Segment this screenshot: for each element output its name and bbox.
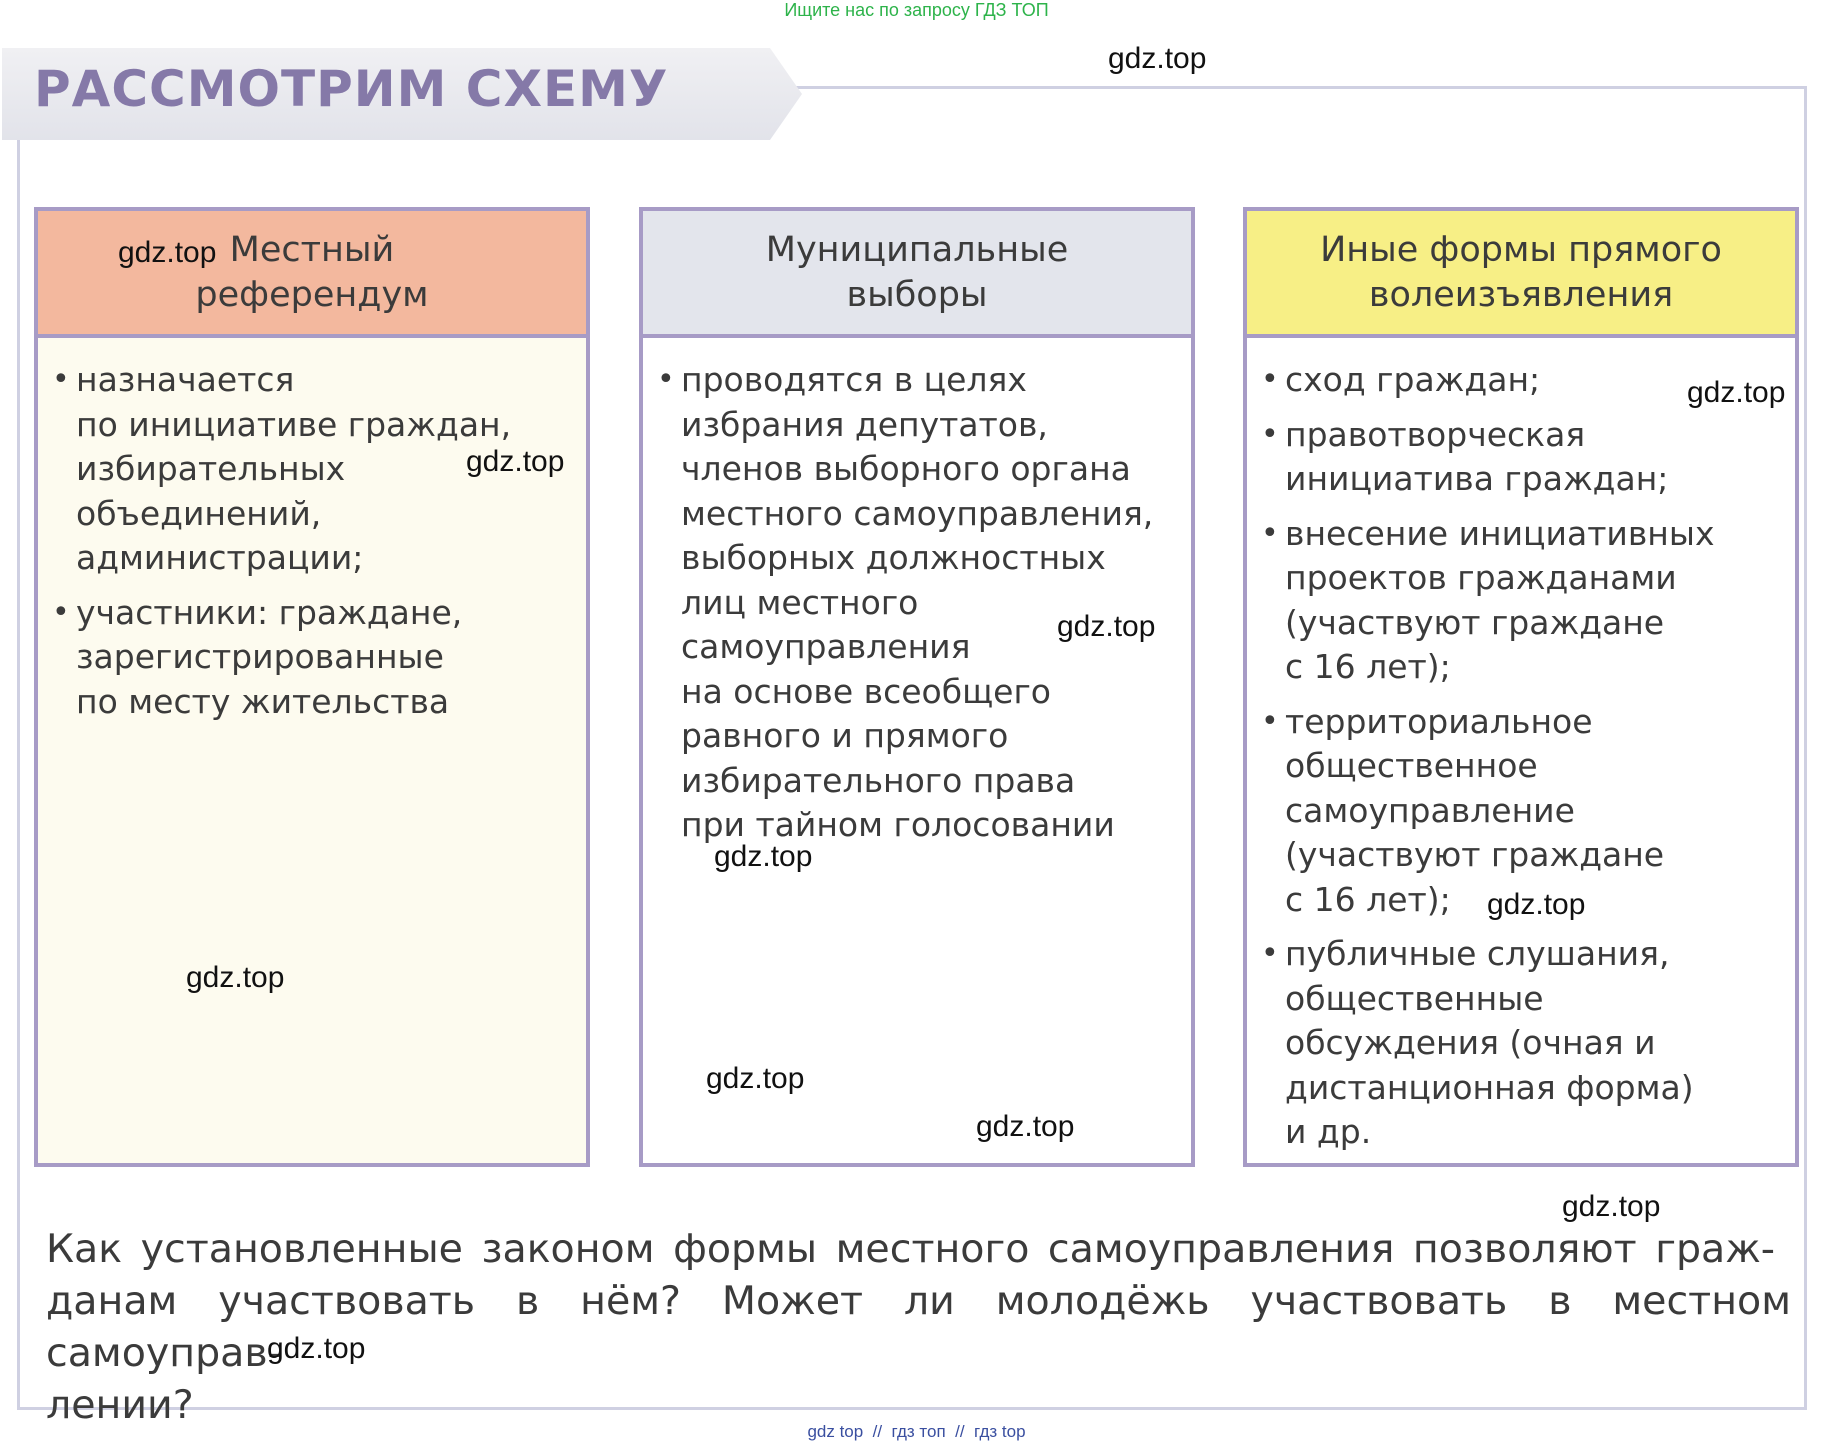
- column-header: [643, 211, 1191, 338]
- list-item: • сход граждан;: [1261, 358, 1781, 403]
- column-items: [643, 338, 1191, 848]
- column-header: [1247, 211, 1795, 338]
- column-other-forms: [1243, 207, 1799, 1167]
- bullet-icon: •: [1261, 703, 1279, 739]
- bullet-icon: •: [1261, 936, 1279, 971]
- list-item: • публичные слушания, общественные обсуждения (очная и дистанционная форма) и др.: [1261, 934, 1694, 1151]
- column-header: [38, 211, 586, 338]
- column-items: [1247, 338, 1795, 1155]
- watermark: gdz.top: [1487, 888, 1586, 921]
- bullet-icon: •: [1261, 362, 1279, 397]
- column-header-text: Муниципальные выборы: [765, 229, 1069, 315]
- column-local-referendum: [34, 207, 590, 1167]
- list-item: • назначается по инициативе граждан, избирательных объединений, администрации;: [52, 360, 512, 577]
- watermark: gdz.top: [186, 961, 285, 994]
- watermark: gdz.top: [1108, 42, 1207, 75]
- bullet-icon: •: [1261, 416, 1279, 452]
- watermark: gdz.top: [267, 1332, 366, 1365]
- column-header-text: Иные формы прямого волеизъявления: [1320, 229, 1722, 315]
- column-items: [38, 338, 586, 724]
- column-municipal-elections: [639, 207, 1195, 1167]
- list-item: • правотворческая инициатива граждан;: [1261, 414, 1669, 498]
- watermark: gdz.top: [706, 1062, 805, 1095]
- list-item: • проводятся в целях избрания депутатов, членов выборного органа местного самоуправления, выборных должностных лиц местного самоуправления на основе всеобщего равного и прямого избирательного права при тайном голосовании: [657, 360, 1154, 844]
- watermark: gdz.top: [118, 236, 217, 269]
- top-note: Ищите нас по запросу ГДЗ ТОП: [784, 0, 1049, 20]
- bullet-icon: •: [1261, 515, 1279, 551]
- question-text: Как установленные законом формы местного самоуправления позволяют граж- данам участвовать в нём? Может ли молодёжь участвовать в местном самоуправ- лении?: [46, 1226, 1791, 1428]
- bullet-icon: •: [657, 362, 675, 397]
- list-item: • территориальное общественное самоуправление (участвуют граждане с 16 лет);: [1261, 701, 1665, 919]
- watermark: gdz.top: [466, 445, 565, 478]
- watermark: gdz.top: [1057, 610, 1156, 643]
- page-title: РАССМОТРИМ СХЕМУ: [34, 60, 669, 118]
- list-item: • внесение инициативных проектов гражданами (участвуют граждане с 16 лет);: [1261, 513, 1715, 686]
- bullet-icon: •: [52, 362, 70, 397]
- bottom-note: gdz top // гдз топ // гдз top: [807, 1422, 1026, 1441]
- list-item: • участники: граждане, зарегистрированные по месту жительства: [52, 592, 463, 721]
- bullet-icon: •: [52, 594, 70, 630]
- watermark: gdz.top: [976, 1110, 1075, 1143]
- watermark: gdz.top: [714, 840, 813, 873]
- watermark: gdz.top: [1562, 1190, 1661, 1223]
- column-header-text: Местный референдум: [195, 229, 429, 315]
- watermark: gdz.top: [1687, 376, 1786, 409]
